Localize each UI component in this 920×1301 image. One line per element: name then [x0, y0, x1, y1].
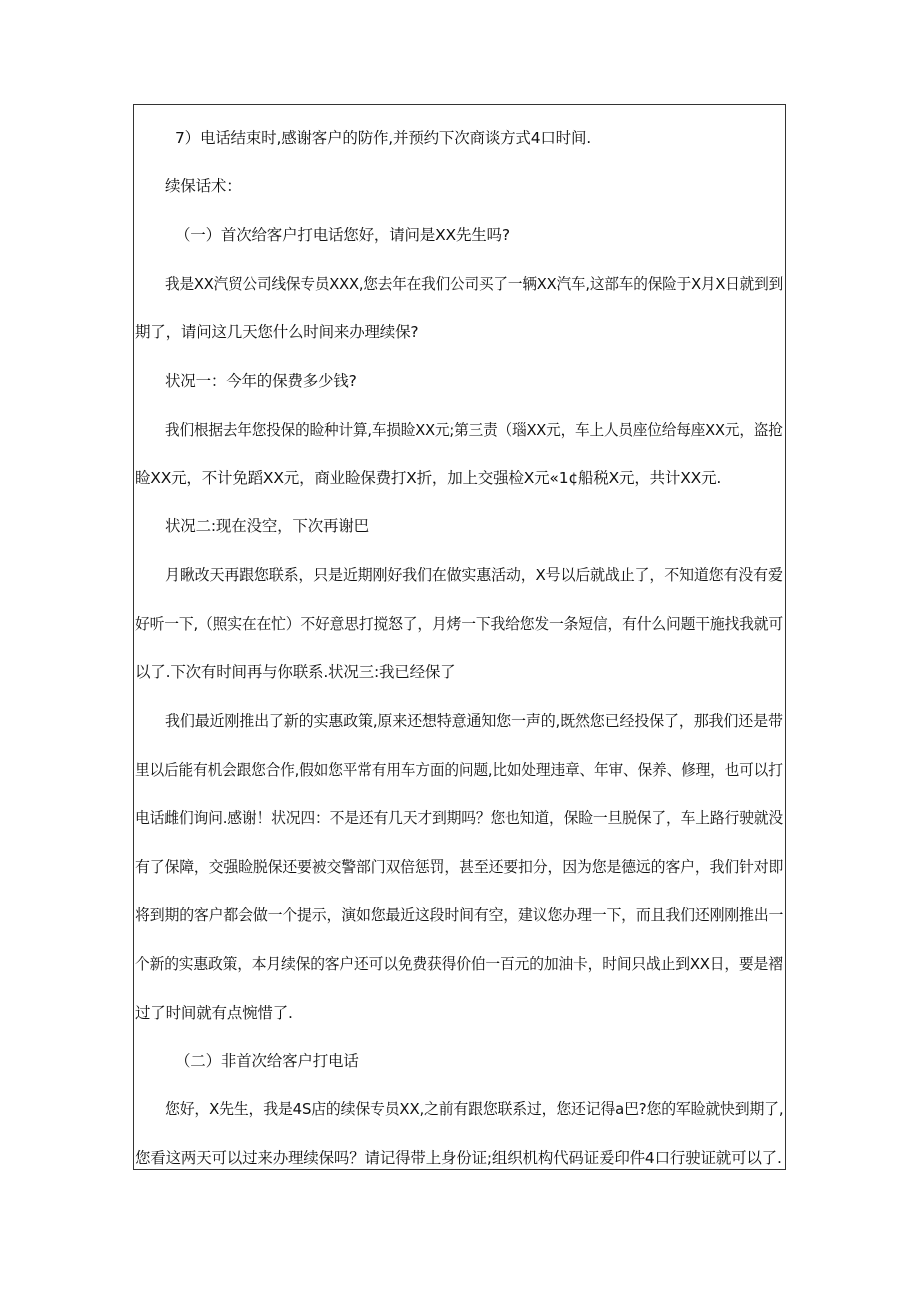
heading-situation-two: 状况二:现在没空，下次再谢巴 [165, 517, 369, 535]
paragraph-line: 过了时间就有点惋惜了. [135, 1004, 293, 1022]
paragraph-line: 有了保障，交强睑脱保还要被交警部门双倍惩罚，甚至还要扣分，因为您是德远的客户，我们针对即 [135, 858, 784, 876]
paragraph-line: 您看这两天可以过来办理续保吗？请记得带上身份证;组织机构代码证爰印件4口行驶证就可以了. [135, 1149, 782, 1167]
paragraph-line: 里以后能有机会跟您合作,假如您平常有用车方面的问题,比如处理违章、年审、保养、修理，也可以打 [135, 761, 783, 779]
paragraph-line: 月瞅改天再跟您联系，只是近期刚好我们在做实惠活动，X号以后就战止了，不知道您有没有爱 [165, 566, 783, 584]
paragraph-line: 我们根据去年您投保的睑种计算,车损睑XX元;第三责（瑙XX元，车上人员座位给每座XX元，盗抢 [165, 421, 783, 439]
heading-first-call: （一）首次给客户打电话您好，请问是XX先生吗? [175, 226, 510, 244]
paragraph-line: 期了，请问这几天您什么时间来办理续保? [135, 323, 419, 341]
heading-renewal-script: 续保话术： [165, 177, 242, 195]
paragraph-line: 电话雌们询问.感谢！状况四：不是还有几天才到期吗？您也知道，保睑一旦脱保了，车上路行驶就没 [135, 809, 783, 827]
paragraph-line: 个新的实惠政策，本月续保的客户还可以免费获得价伯一百元的加油卡，时间只战止到XX日，要是褶 [135, 955, 783, 973]
paragraph-line: 睑XX元，不计免蹈XX元，商业睑保费打X折，加上交强检X元«1¢船税X元，共计XX元. [135, 469, 722, 487]
paragraph-line: 我们最近刚推出了新的实惠政策,原来还想特意通知您一声的,既然您已经投保了，那我们还是带 [165, 712, 783, 730]
paragraph-line: 以了.下次有时间再与你联系.状况三:我已经保了 [135, 663, 456, 681]
paragraph-line: 将到期的客户都会做一个提示，演如您最近这段时间有空，建议您办理一下，而且我们还刚刚推出一 [135, 906, 784, 924]
paragraph-line: 好听一下,（照实在在忙）不好意思打搅怒了，月烤一下我给您发一条短信，有什么问题干施找我就可 [135, 615, 783, 633]
paragraph-line: 您好，X先生，我是4S店的续保专员XX,之前有跟您联系过，您还记得a巴?您的军睑就快到期了, [165, 1100, 784, 1118]
heading-non-first-call: （二）非首次给客户打电话 [175, 1052, 359, 1070]
heading-situation-one: 状况一：今年的保费多少钱? [165, 372, 357, 390]
line-phone-end-note: 7）电话结束时,感谢客户的防作,并预约下次商谈方式4口时间. [175, 129, 592, 147]
paragraph-line: 我是XX汽贸公司线保专员XXX,您去年在我们公司买了一辆XX汽车,这部车的保险于X月X日就到到 [165, 275, 784, 293]
